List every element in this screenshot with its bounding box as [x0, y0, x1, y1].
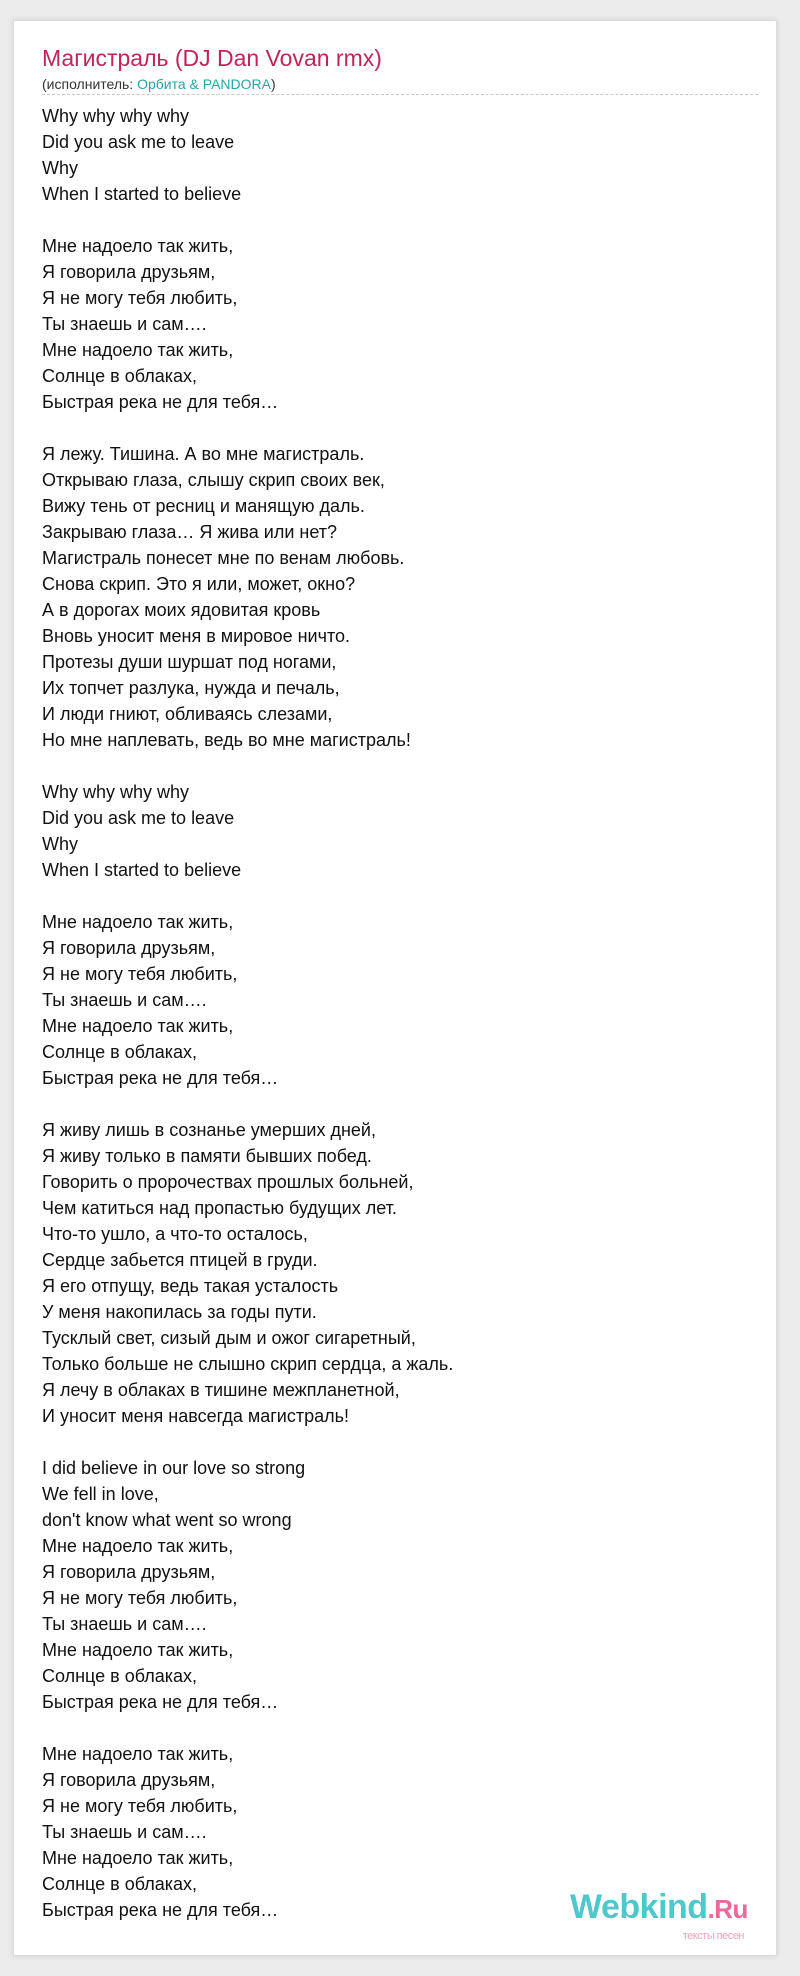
byline-suffix: )	[270, 76, 276, 92]
title-divider	[42, 94, 758, 95]
song-title: Магистраль (DJ Dan Vovan rmx)	[42, 45, 382, 71]
lyrics-card	[13, 20, 777, 1956]
logo-tld: .Ru	[707, 1894, 748, 1924]
lyrics-text: Why why why why Did you ask me to leave Why When I started to believe Мне надоело так жить, Я говорила друзьям, Я не могу тебя любить, Ты знаешь и сам…. Мне надоело так жить, Солнце в облаках, Быстрая река не для тебя… Я лежу. Тишина. А во мне магистраль. Открываю глаза, слышу скрип своих век, Вижу тень от ресниц и манящую даль. Закрываю глаза… Я жива или нет? Магистраль понесет мне по венам любовь. Снова скрип. Это я или, может, окно? А в дорогах моих ядовитая кровь Вновь уносит меня в мировое ничто. Протезы души шуршат под ногами, Их топчет разлука, нужда и печаль, И люди гниют, обливаясь слезами, Но мне наплевать, ведь во мне магистраль! Why why why why Did you ask me to leave Why When I started to believe Мне надоело так жить, Я говорила друзьям, Я не могу тебя любить, Ты знаешь и сам…. Мне надоело так жить, Солнце в облаках, Быстрая река не для тебя… Я живу лишь в сознанье умерших дней, Я живу только в памяти бывших побед. Говорить о пророчествах прошлых больней, Чем катиться над пропастью будущих лет. Что-то ушло, а что-то осталось, Сердце забьется птицей в груди. Я его отпущу, ведь такая усталость У меня накопилась за годы пути. Тусклый свет, сизый дым и ожог сигаретный, Только больше не слышно скрип сердца, а жаль. Я лечу в облаках в тишине межпланетной, И уносит меня навсегда магистраль! I did believe in our love so strong We fell in love, don't know what went so wrong Мне надоело так жить, Я говорила друзьям, Я не могу тебя любить, Ты знаешь и сам…. Мне надоело так жить, Солнце в облаках, Быстрая река не для тебя… Мне надоело так жить, Я говорила друзьям, Я не могу тебя любить, Ты знаешь и сам…. Мне надоело так жить, Солнце в облаках, Быстрая река не для тебя…	[42, 106, 454, 1920]
artist-link[interactable]: Орбита & PANDORA	[137, 76, 271, 92]
artist-byline	[42, 75, 276, 93]
byline-prefix: (исполнитель:	[42, 76, 138, 92]
logo-tagline: тексты песен	[682, 1930, 744, 1942]
site-logo[interactable]	[570, 1888, 748, 1942]
logo-name: Webkind	[570, 1888, 708, 1926]
